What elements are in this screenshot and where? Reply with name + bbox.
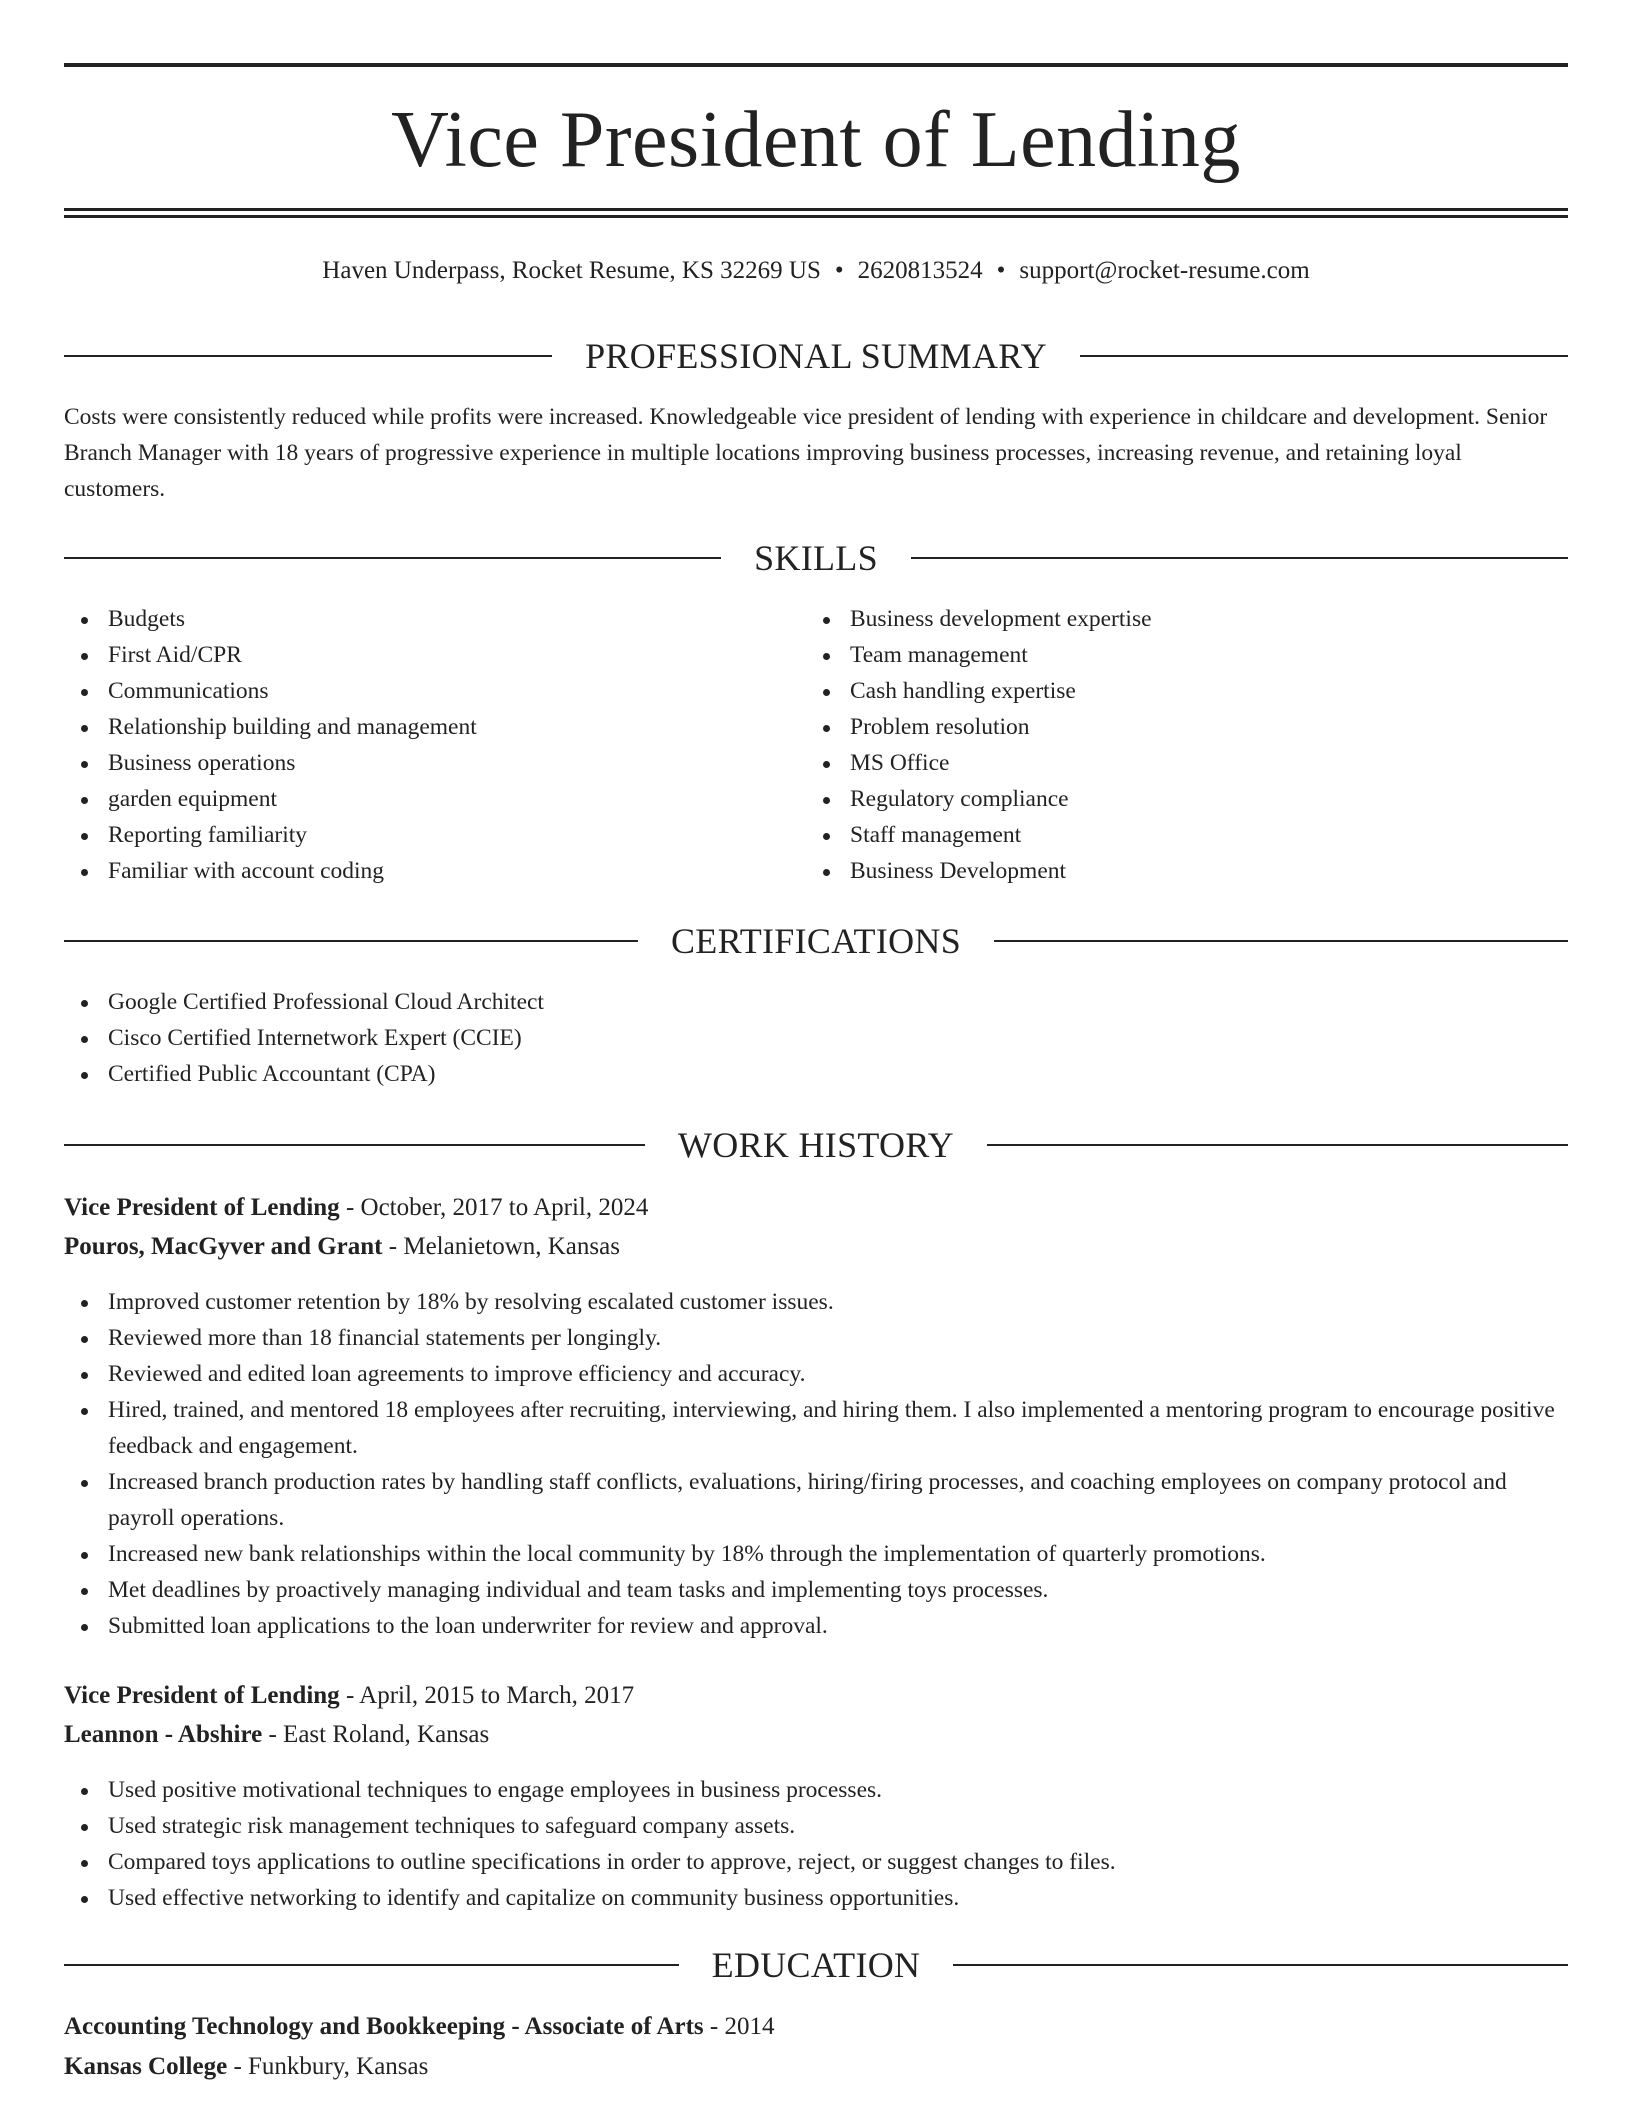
section-header-skills xyxy=(64,538,1568,578)
section-rule xyxy=(64,1964,679,1966)
education-school-line xyxy=(64,2049,1568,2085)
skill-item: Communications xyxy=(64,673,764,709)
education-school: Kansas College xyxy=(64,2053,228,2080)
job-company-line xyxy=(64,1717,1568,1753)
job-location: - Melanietown, Kansas xyxy=(382,1233,620,1260)
job-bullet: Used positive motivational techniques to engage employees in business processes. xyxy=(64,1772,1568,1808)
section-header-summary xyxy=(64,336,1568,376)
section-rule xyxy=(911,557,1568,559)
contact-address: Haven Underpass, Rocket Resume, KS 32269 US xyxy=(322,257,821,284)
education-degree: Accounting Technology and Bookkeeping - Associate of Arts xyxy=(64,2013,704,2040)
page-title: Vice President of Lending xyxy=(391,96,1241,184)
section-rule xyxy=(953,1964,1568,1966)
job-dates: - April, 2015 to March, 2017 xyxy=(339,1682,635,1709)
summary-text: Costs were consistently reduced while profits were increased. Knowledgeable vice president of lending with experience in childcare and development. Senior Branch Manager with 18 years of progressive experience in multiple locations improving business processes, increasing revenue, and retaining loyal customers. xyxy=(64,404,1548,502)
certification-item: Certified Public Accountant (CPA) xyxy=(64,1056,1464,1092)
section-header-work-history xyxy=(64,1125,1568,1165)
contact-phone: 2620813524 xyxy=(857,257,983,284)
job-bullet: Used strategic risk management techniques to safeguard company assets. xyxy=(64,1808,1568,1844)
job-bullet: Improved customer retention by 18% by resolving escalated customer issues. xyxy=(64,1284,1568,1320)
section-header-certifications xyxy=(64,921,1568,961)
skill-item: Problem resolution xyxy=(806,709,1546,745)
job-location: - East Roland, Kansas xyxy=(262,1721,490,1748)
certification-item: Cisco Certified Internetwork Expert (CCIE) xyxy=(64,1020,1464,1056)
skill-item: garden equipment xyxy=(64,781,764,817)
skill-item: Budgets xyxy=(64,601,764,637)
education-year: - 2014 xyxy=(703,2013,775,2040)
skill-item: Cash handling expertise xyxy=(806,673,1546,709)
job-bullet: Increased branch production rates by handling staff conflicts, evaluations, hiring/firing processes, and coaching employees on company protocol and payroll operations. xyxy=(64,1464,1568,1536)
job-dates: - October, 2017 to April, 2024 xyxy=(339,1194,649,1221)
section-rule xyxy=(1080,355,1568,357)
education-location: - Funkbury, Kansas xyxy=(227,2053,429,2080)
section-rule xyxy=(64,557,721,559)
job-bullet: Increased new bank relationships within the local community by 18% through the implementation of quarterly promotions. xyxy=(64,1536,1568,1572)
skill-item: First Aid/CPR xyxy=(64,637,764,673)
section-rule xyxy=(64,1144,645,1146)
section-rule xyxy=(987,1144,1568,1146)
title-double-rule xyxy=(64,208,1568,218)
section-title-certifications: CERTIFICATIONS xyxy=(670,921,962,961)
skill-item: Business development expertise xyxy=(806,601,1546,637)
job-bullet: Used effective networking to identify and capitalize on community business opportunities. xyxy=(64,1880,1568,1916)
job-bullet: Hired, trained, and mentored 18 employees after recruiting, interviewing, and hiring them. I also implemented a mentoring program to encourage positive feedback and engagement. xyxy=(64,1392,1568,1464)
job-bullets xyxy=(64,1772,1568,1916)
certification-item: Google Certified Professional Cloud Architect xyxy=(64,984,1464,1020)
education-degree-line xyxy=(64,2009,1568,2045)
skills-list-right xyxy=(806,601,1546,889)
job-bullets xyxy=(64,1284,1568,1644)
skill-item: Business operations xyxy=(64,745,764,781)
job-bullet: Compared toys applications to outline specifications in order to approve, reject, or suggest changes to files. xyxy=(64,1844,1568,1880)
section-rule xyxy=(64,940,638,942)
certifications-list xyxy=(64,984,1464,1092)
contact-line xyxy=(64,254,1568,288)
job-bullet: Met deadlines by proactively managing individual and team tasks and implementing toys processes. xyxy=(64,1572,1568,1608)
top-rule xyxy=(64,63,1568,67)
section-rule xyxy=(994,940,1568,942)
job-bullet: Reviewed and edited loan agreements to improve efficiency and accuracy. xyxy=(64,1356,1568,1392)
section-title-skills: SKILLS xyxy=(754,538,878,578)
section-title-work-history: WORK HISTORY xyxy=(678,1125,954,1165)
contact-separator: • xyxy=(834,257,844,284)
skill-item: Familiar with account coding xyxy=(64,853,764,889)
skill-item: Reporting familiarity xyxy=(64,817,764,853)
contact-email: support@rocket-resume.com xyxy=(1019,257,1310,284)
job-title-line xyxy=(64,1190,1568,1226)
section-header-education xyxy=(64,1945,1568,1985)
skill-item: Staff management xyxy=(806,817,1546,853)
job-company: Pouros, MacGyver and Grant xyxy=(64,1233,383,1260)
job-title-line xyxy=(64,1678,1568,1714)
job-role: Vice President of Lending xyxy=(64,1194,340,1221)
skill-item: Team management xyxy=(806,637,1546,673)
job-bullet: Reviewed more than 18 financial statements per longingly. xyxy=(64,1320,1568,1356)
section-title-summary: PROFESSIONAL SUMMARY xyxy=(585,336,1047,376)
contact-separator: • xyxy=(996,257,1006,284)
job-company-line xyxy=(64,1229,1568,1265)
section-rule xyxy=(64,355,552,357)
skills-list-left xyxy=(64,601,764,889)
section-title-education: EDUCATION xyxy=(711,1945,921,1985)
skill-item: Relationship building and management xyxy=(64,709,764,745)
skill-item: Business Development xyxy=(806,853,1546,889)
skill-item: Regulatory compliance xyxy=(806,781,1546,817)
job-role: Vice President of Lending xyxy=(64,1682,340,1709)
skill-item: MS Office xyxy=(806,745,1546,781)
job-bullet: Submitted loan applications to the loan underwriter for review and approval. xyxy=(64,1608,1568,1644)
job-company: Leannon - Abshire xyxy=(64,1721,263,1748)
